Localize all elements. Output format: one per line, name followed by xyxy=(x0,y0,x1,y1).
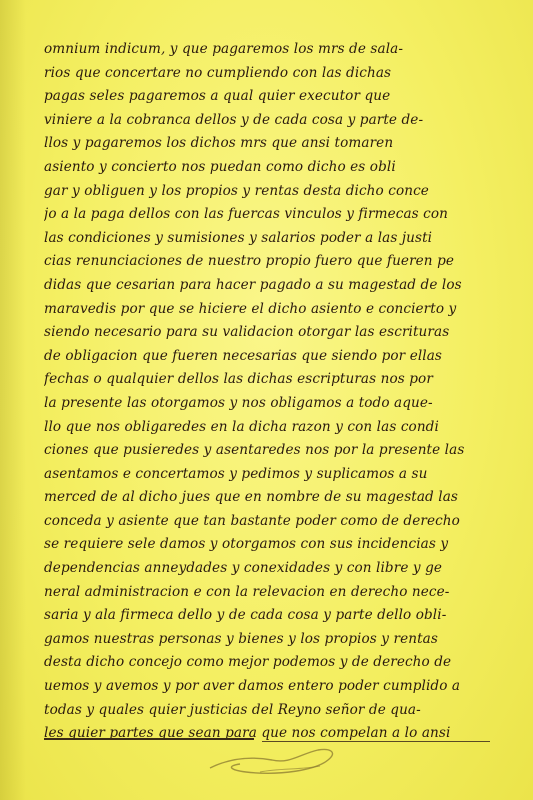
text-line: se requiere sele damos y otorgamos con sus incidencias y xyxy=(44,536,449,553)
text-line: jo a la paga dellos con las fuercas vinculos y firmecas con xyxy=(44,206,449,223)
text-line: asentamos e concertamos y pedimos y suplicamos a su xyxy=(44,465,428,482)
text-line: cias renunciaciones de nuestro propio fuero que fueren pe xyxy=(44,253,455,270)
text-line: dependencias anneydades y conexidades y con libre y ge xyxy=(44,560,443,577)
text-line: llos y pagaremos los dichos mrs que ansi tomaren xyxy=(44,135,394,152)
signature-rubric xyxy=(200,742,360,782)
text-line: desta dicho concejo como mejor podemos y de derecho de xyxy=(44,654,452,671)
text-line: les quier partes que sean para que nos compelan a lo ansi xyxy=(44,725,451,742)
text-line: llo que nos obligaredes en la dicha razon y con las condi xyxy=(44,418,439,435)
text-line: siendo necesario para su validacion otorgar las escrituras xyxy=(44,324,450,341)
text-line: maravedis por que se hiciere el dicho asiento e concierto y xyxy=(44,300,457,317)
text-line: fechas o qualquier dellos las dichas escripturas nos por xyxy=(44,371,433,388)
manuscript-text xyxy=(44,38,500,746)
text-line: de obligacion que fueren necesarias que siendo por ellas xyxy=(44,347,443,364)
text-line: neral administracion e con la relevacion en derecho nece- xyxy=(44,583,450,600)
text-line: gamos nuestras personas y bienes y los propios y rentas xyxy=(44,630,438,647)
text-line: viniere a la cobranca dellos y de cada cosa y parte de- xyxy=(44,111,424,128)
text-line: la presente las otorgamos y nos obligamos a todo aque- xyxy=(44,394,433,411)
text-line: rios que concertare no cumpliendo con las dichas xyxy=(44,64,392,81)
text-line: ciones que pusieredes y asentaredes nos por la presente las xyxy=(44,442,465,459)
text-line: didas que cesarian para hacer pagado a su magestad de los xyxy=(44,276,462,293)
closing-rule xyxy=(44,738,254,740)
text-line: gar y obliguen y los propios y rentas desta dicho conce xyxy=(44,182,429,199)
text-line: omnium indicum, y que pagaremos los mrs de sala- xyxy=(44,41,404,57)
text-line: asiento y concierto nos puedan como dicho es obli xyxy=(44,158,396,175)
text-line: conceda y asiente que tan bastante poder como de derecho xyxy=(44,512,460,529)
text-line: pagas seles pagaremos a qual quier executor que xyxy=(44,88,391,105)
text-line: merced de al dicho jues que en nombre de su magestad las xyxy=(44,489,458,506)
text-line: todas y quales quier justicias del Reyno señor de qua- xyxy=(44,701,421,718)
text-line: uemos y avemos y por aver damos entero poder cumplido a xyxy=(44,678,461,695)
text-line: las condiciones y sumisiones y salarios poder a las justi xyxy=(44,229,433,246)
text-line: saria y ala firmeca dello y de cada cosa y parte dello obli- xyxy=(44,607,447,624)
